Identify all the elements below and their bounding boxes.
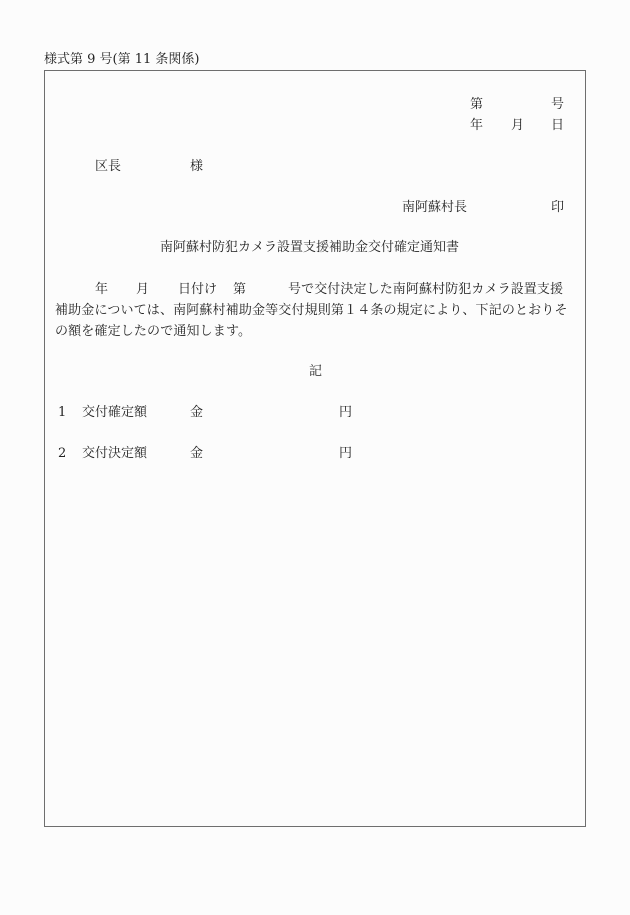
- date-year: 年: [470, 118, 484, 133]
- body-line2: 補助金については、南阿蘇村補助金等交付規則第１４条の規定により、下記のとおりそ: [55, 303, 568, 318]
- body-date-suffix: 日付け: [178, 282, 218, 297]
- item-2-label: 交付決定額: [82, 446, 148, 461]
- item-2-unit: 円: [339, 446, 353, 461]
- sender-seal: 印: [551, 200, 565, 215]
- number-suffix: 号: [551, 97, 565, 112]
- form-label: 様式第 9 号(第 11 条関係): [44, 52, 200, 67]
- document-title: 南阿蘇村防犯カメラ設置支援補助金交付確定通知書: [160, 240, 460, 255]
- item-2-number: 2: [58, 446, 67, 461]
- item-1-label: 交付確定額: [82, 405, 148, 420]
- number-prefix: 第: [470, 97, 484, 112]
- sender-name: 南阿蘇村長: [402, 200, 468, 215]
- body-line1-rest: 号で交付決定した南阿蘇村防犯カメラ設置支援: [288, 282, 564, 297]
- item-1-prefix: 金: [190, 405, 204, 420]
- item-2-prefix: 金: [190, 446, 204, 461]
- body-month: 月: [136, 282, 150, 297]
- body-number-prefix: 第: [233, 282, 247, 297]
- item-1-number: 1: [58, 405, 67, 420]
- date-day: 日: [551, 118, 565, 133]
- addressee-title: 区長: [95, 159, 122, 174]
- date-month: 月: [511, 118, 525, 133]
- item-1-unit: 円: [339, 405, 353, 420]
- ki-heading: 記: [309, 364, 323, 379]
- body-year: 年: [95, 282, 109, 297]
- body-line3: の額を確定したので通知します。: [55, 324, 252, 339]
- addressee-honorific: 様: [190, 159, 204, 174]
